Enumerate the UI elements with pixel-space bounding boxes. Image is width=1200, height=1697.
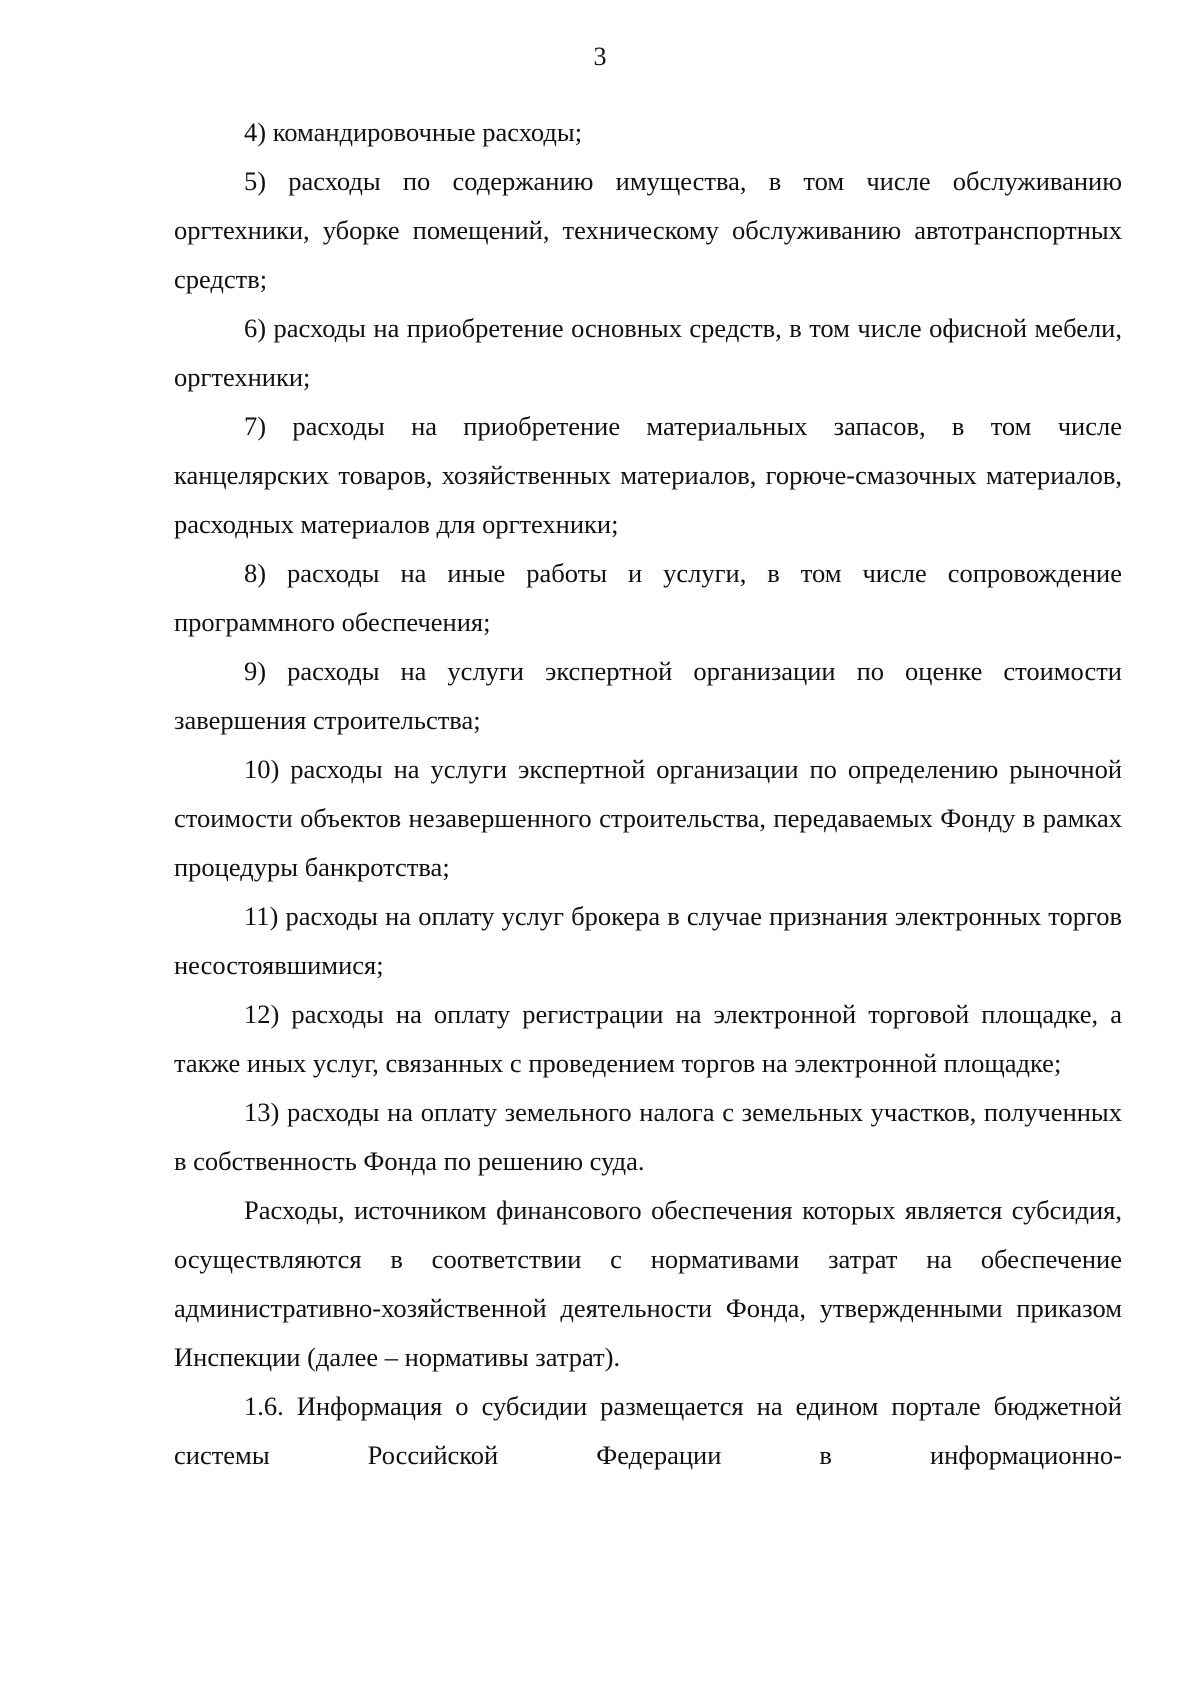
paragraph-item-10: 10) расходы на услуги экспертной организации по определению рыночной стоимости объектов незавершенного строительства, передаваемых Фонду в рамках процедуры банкротства;: [174, 754, 1122, 882]
paragraph-item-6: 6) расходы на приобретение основных средств, в том числе офисной мебели, оргтехники;: [174, 313, 1122, 392]
page-number: 3: [593, 42, 607, 71]
paragraph-section-1-6: 1.6. Информация о субсидии размещается на едином портале бюджетной системы Российской Федерации в информационно-: [174, 1391, 1122, 1470]
paragraph-item-12: 12) расходы на оплату регистрации на электронной торговой площадке, а также иных услуг, связанных с проведением торгов на электронной площадке;: [174, 999, 1122, 1078]
paragraph-item-11: 11) расходы на оплату услуг брокера в случае признания электронных торгов несостоявшимися;: [174, 901, 1122, 980]
document-body: [174, 108, 1122, 1480]
paragraph-item-13: 13) расходы на оплату земельного налога с земельных участков, полученных в собственность Фонда по решению суда.: [174, 1097, 1122, 1176]
paragraph-expenses-standards: Расходы, источником финансового обеспечения которых является субсидия, осуществляются в соответствии с нормативами затрат на обеспечение административно-хозяйственной деятельности Фонда, утвержденными приказом Инспекции (далее – нормативы затрат).: [174, 1195, 1122, 1372]
paragraph-item-4: 4) командировочные расходы;: [244, 117, 583, 147]
paragraph-item-5: 5) расходы по содержанию имущества, в том числе обслуживанию оргтехники, уборке помещений, техническому обслуживанию автотранспортных средств;: [174, 166, 1122, 294]
paragraph-item-8: 8) расходы на иные работы и услуги, в том числе сопровождение программного обеспечения;: [174, 558, 1122, 637]
paragraph-item-7: 7) расходы на приобретение материальных запасов, в том числе канцелярских товаров, хозяйственных материалов, горюче-смазочных материалов, расходных материалов для оргтехники;: [174, 411, 1122, 539]
paragraph-item-9: 9) расходы на услуги экспертной организации по оценке стоимости завершения строительства;: [174, 656, 1122, 735]
